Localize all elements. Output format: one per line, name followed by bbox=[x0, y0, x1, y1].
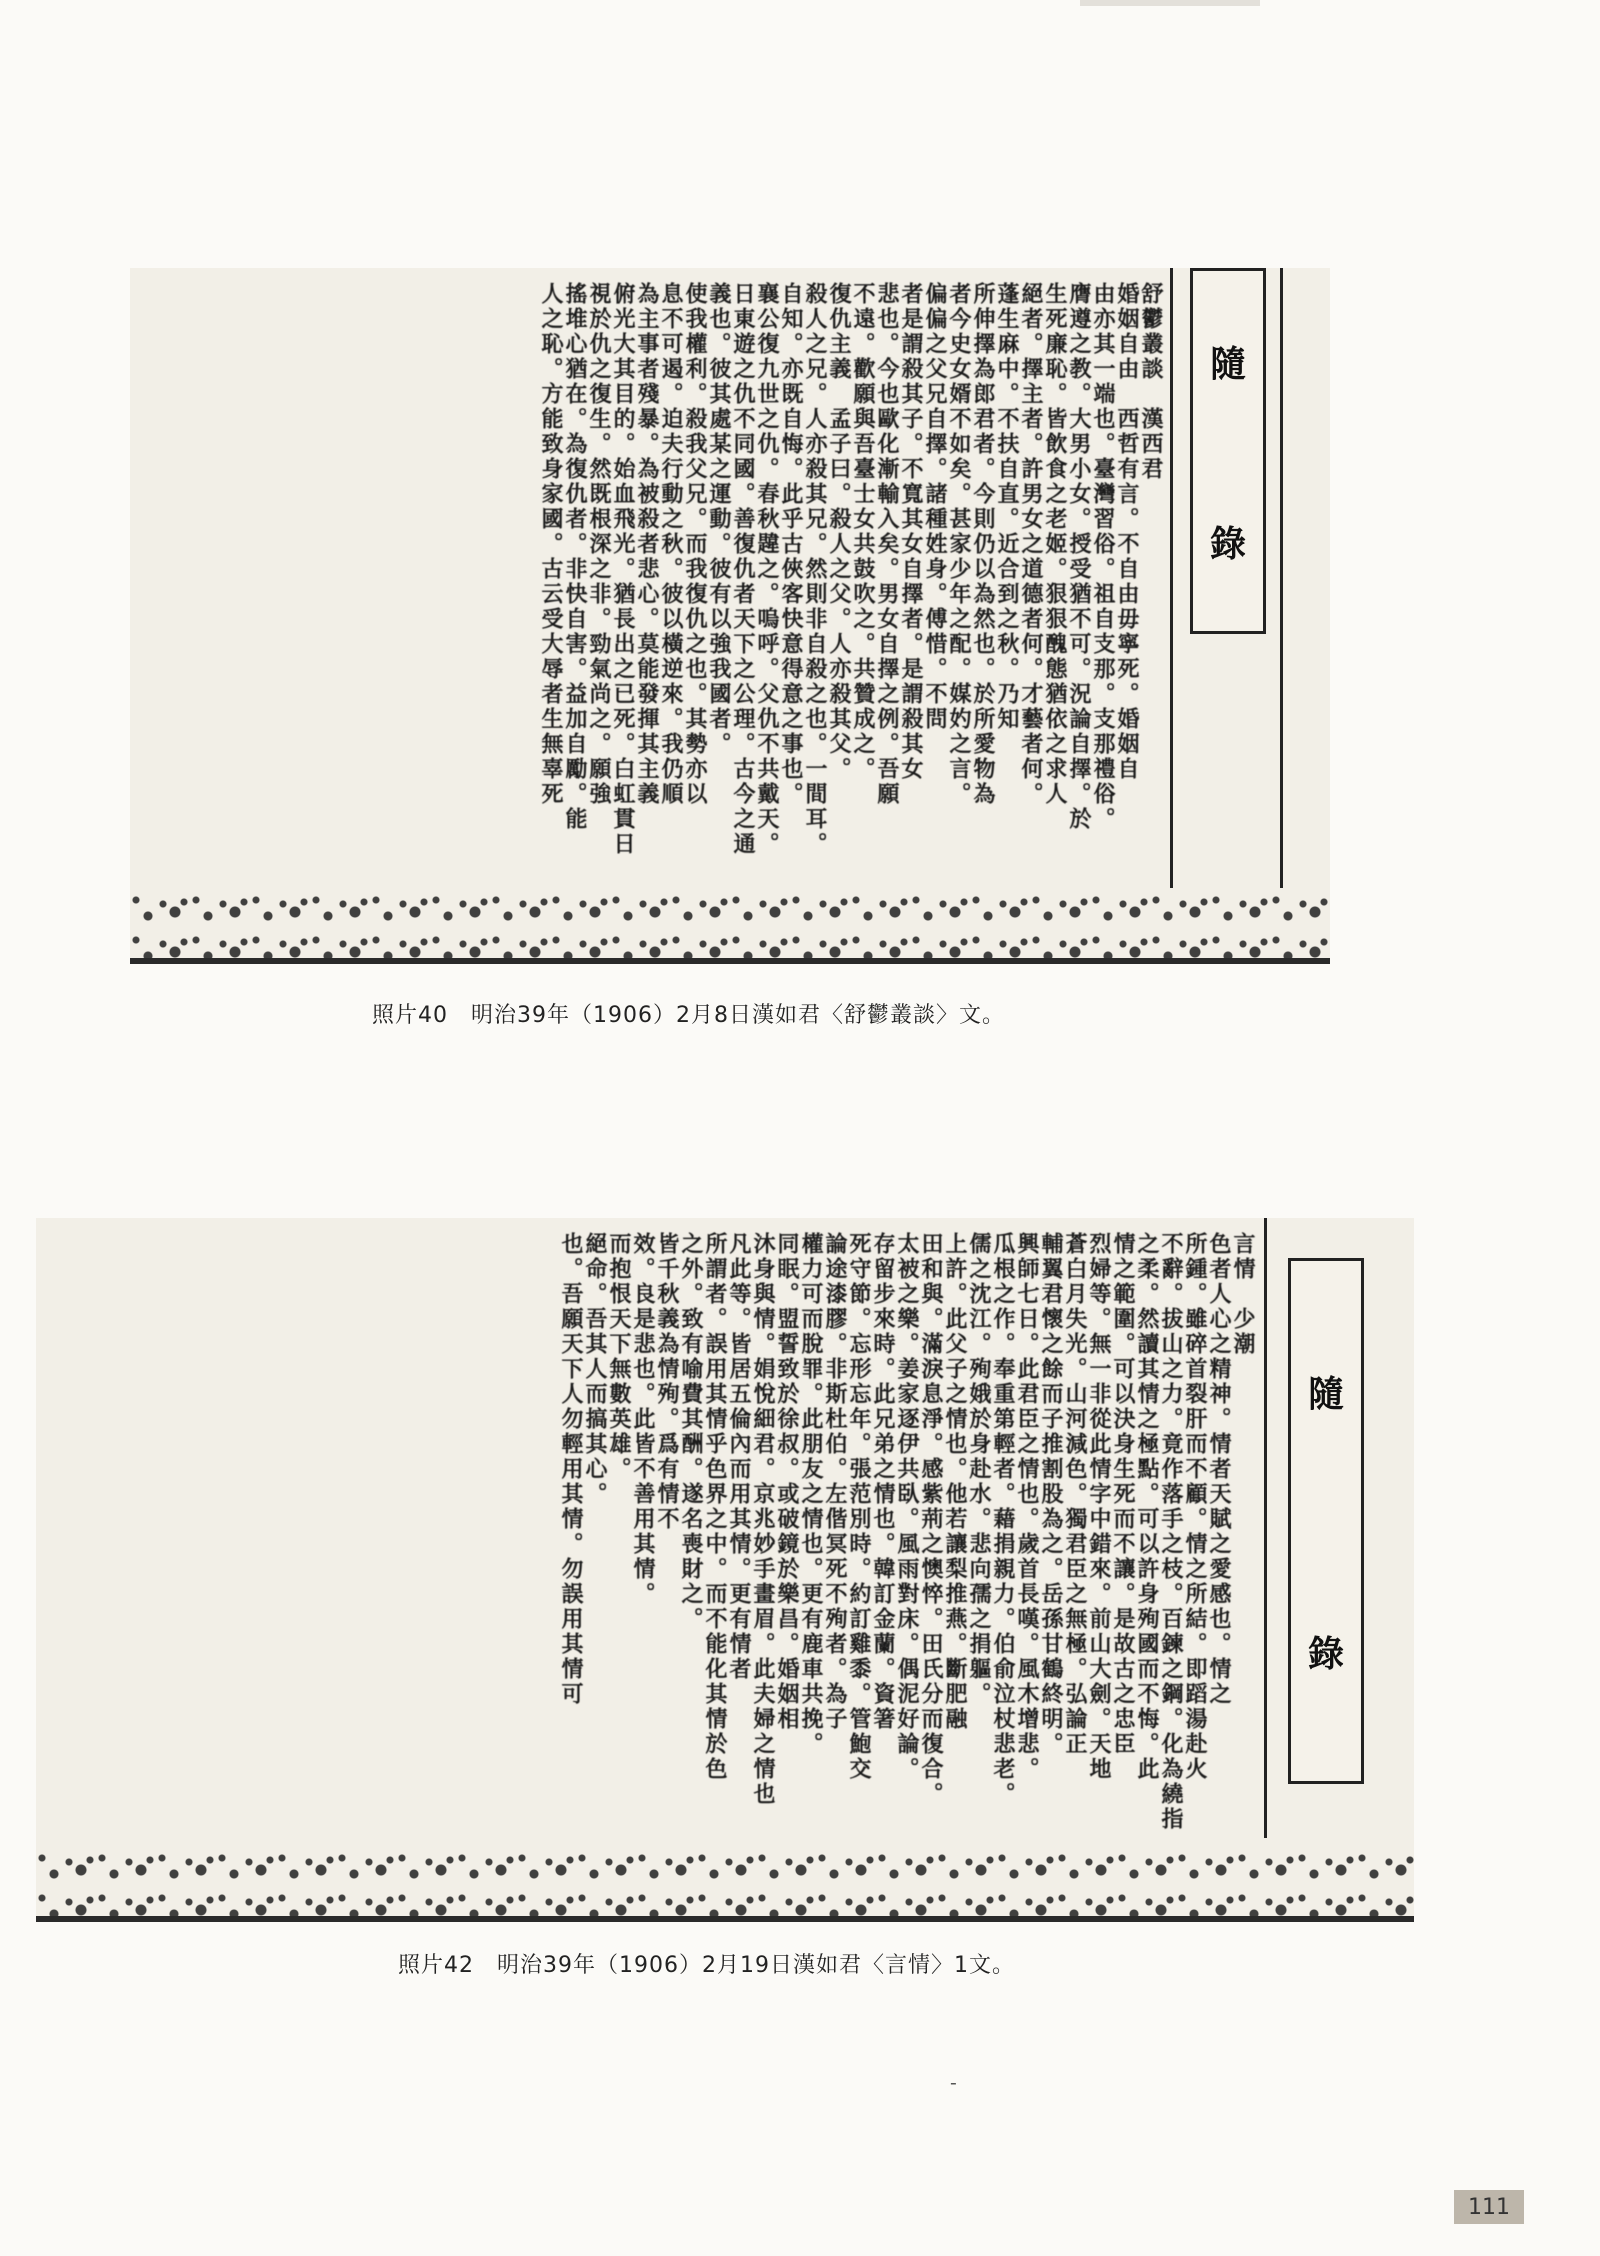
frame-line bbox=[1170, 268, 1173, 888]
newspaper-clipping-photo42 bbox=[36, 1218, 1414, 1922]
text-column: 田和與。滿淚息淨。感紫荊之懊悴。田氏分而復合。 bbox=[918, 1232, 944, 1807]
text-column: 日東遊之仇不同國。善復仇者天下之公理。古今之通 bbox=[730, 282, 756, 857]
frame-line-right bbox=[1280, 268, 1283, 888]
text-column: 皆千秋義為情殉。爲有情不 bbox=[654, 1232, 680, 1532]
section-label: 隨 bbox=[1307, 1372, 1344, 1415]
section-label-2: 錄 bbox=[1307, 1632, 1344, 1675]
text-column: 言情 少潮 bbox=[1230, 1232, 1256, 1357]
scan-speck: - bbox=[950, 2070, 957, 2094]
text-column: 自知。亦既自悔。此乎古俠客快意得意之事也。 bbox=[778, 282, 804, 807]
text-column: 悲也。今也歐化漸輸入矣。男女自擇之例。吾願 bbox=[874, 282, 900, 807]
top-edge-mark bbox=[1080, 0, 1260, 6]
text-column: 權力可而脫罪。此朋友之情也。更有鹿車共挽。 bbox=[798, 1232, 824, 1757]
text-columns bbox=[54, 1232, 1254, 1846]
frame-line bbox=[1264, 1218, 1267, 1838]
text-column: 息不可遏。迫夫行動之秋。彼以橫逆來。我仍順 bbox=[658, 282, 684, 807]
text-column: 論途漆膠。非斯杜伯。左偕冥死不殉者。為子 bbox=[822, 1232, 848, 1732]
section-label: 隨 bbox=[1209, 342, 1246, 385]
text-column: 所謂者。誤用其情乎色界之中。而不能化其情於色 bbox=[702, 1232, 728, 1782]
text-column: 色者人心之精神。情者天賦之愛感也。情之 bbox=[1206, 1232, 1232, 1707]
text-column: 膺遵之教。大男小女。授受猶不可。況論自擇。於 bbox=[1066, 282, 1092, 832]
text-column: 存留步來時。此兄弟之情也。韓訂金蘭。資箸 bbox=[870, 1232, 896, 1732]
text-column: 絕者。擇主者。許男女之道德者何。才藝者何。 bbox=[1018, 282, 1044, 807]
text-column: 也。吾願天下人勿輕用其情。勿誤用其情可 bbox=[558, 1232, 584, 1707]
text-column: 之柔。然讀其情之極點。可以許身殉國而不悔。此 bbox=[1134, 1232, 1160, 1782]
text-column: 舒鬱叢談 漢西君 bbox=[1138, 282, 1164, 482]
text-column: 儒之沈江。殉娥於身赴水。悲向孺之捐軀。 bbox=[966, 1232, 992, 1707]
text-column: 蓬生麻中。不扶自直。近合到之秋。乃知 bbox=[994, 282, 1020, 732]
text-column: 婚姻自由 西哲有言。不自由毋寧死。婚姻自 bbox=[1114, 282, 1140, 782]
text-column: 烈婦等。無一非從此情字中錯來。前山大劍。天地 bbox=[1086, 1232, 1112, 1782]
section-label-2: 錄 bbox=[1209, 522, 1246, 565]
print-noise bbox=[36, 1846, 1414, 1916]
text-column: 俯光大其目的。始血飛光。猶長出之已死。白虹貫日 bbox=[610, 282, 636, 857]
print-noise bbox=[130, 888, 1330, 958]
text-column: 不遠。歡願與吾臺士女共鼓吹之。共贊成之。 bbox=[850, 282, 876, 782]
text-column: 所鍾。雖碎首裂肝而不顧。情之所結。即蹈湯赴火 bbox=[1182, 1232, 1208, 1782]
text-column: 視於仇之復生。然既根深之非。勁氣尚之。願強 bbox=[586, 282, 612, 807]
text-column: 人之恥。方能致身家國。古云受大辱者生無辜死 bbox=[538, 282, 564, 807]
newspaper-clipping-photo40 bbox=[130, 268, 1330, 964]
text-column: 殺人之兄。人亦殺其兄。然則非自殺之也。一間耳。 bbox=[802, 282, 828, 857]
text-column: 瓜根之作。奉重第輕者。藉捐親力。伯俞泣杖悲老。 bbox=[990, 1232, 1016, 1807]
section-title-box bbox=[1190, 268, 1266, 634]
text-column: 由亦其一端也。臺灣習俗。祖自支那。支那禮俗。 bbox=[1090, 282, 1116, 832]
photo-caption-42: 照片42 明治39年（1906）2月19日漢如君〈言情〉1文。 bbox=[398, 1953, 1015, 1978]
text-column: 搖堆心猶在。為復仇者。非快自害。益加自勵。能 bbox=[562, 282, 588, 832]
text-column: 興師七日。此君臣之情也。歲首長嘆。風木增悲。 bbox=[1014, 1232, 1040, 1782]
text-column: 不辭。拔山之力。竟作落手之枝。百鍊之鋼。化為繞指 bbox=[1158, 1232, 1184, 1832]
text-column: 使我權利。殺我父兄。而我復仇之也。其勢亦以 bbox=[682, 282, 708, 807]
text-column: 凡此等。皆居五倫內而用其情。更有情者 bbox=[726, 1232, 752, 1682]
text-column: 太被之樂。姜家逐伊共臥。風雨對床。偶泥好論。 bbox=[894, 1232, 920, 1782]
text-column: 復仇主義 孟子曰。殺人之父。人亦殺其父。 bbox=[826, 282, 852, 782]
text-column: 沐身與情。娟悅細君。京兆妙手畫眉。此夫婦之情也 bbox=[750, 1232, 776, 1807]
text-column: 蒼白月失光。山河減色。獨君臣之無極。弘論正 bbox=[1062, 1232, 1088, 1757]
text-column: 上許。此父子之情也。他若讓梨推燕。斷肥融 bbox=[942, 1232, 968, 1732]
text-column: 所伸擇為郎君者。今則仍以為然也。於所愛物為 bbox=[970, 282, 996, 807]
photo-caption-40: 照片40 明治39年（1906）2月8日漢如君〈舒鬱叢談〉文。 bbox=[372, 1003, 1005, 1028]
text-column: 者今史女婿不如矣。甚家少年之配。媒妁之言。 bbox=[946, 282, 972, 807]
text-column: 而抱恨天下無數英雄。 bbox=[606, 1232, 632, 1482]
text-column: 效。良是悲也。此皆不善用其情。 bbox=[630, 1232, 656, 1607]
text-column: 輔翼君懷之餘而子推割股為之。岳孫甘鶴終明。 bbox=[1038, 1232, 1064, 1757]
section-title-box bbox=[1288, 1258, 1364, 1784]
text-column: 情之範圍。可以決身生死而不讓。是故古之忠臣 bbox=[1110, 1232, 1136, 1757]
page-number: 111 bbox=[1454, 2190, 1524, 2224]
text-column: 偏偏之父兄自擇。諸種姓身。傅惜。不問 bbox=[922, 282, 948, 732]
text-column: 為主事者殘暴。為被殺者悲心。莫能發揮其主義 bbox=[634, 282, 660, 807]
text-column: 同眠。盟誓致於徐叔。或破鏡於樂昌。婚姻相 bbox=[774, 1232, 800, 1732]
text-column: 絕命。吾其人而搞其心。 bbox=[582, 1232, 608, 1507]
text-column: 生死廉恥。皆飲食之老姬。狠狠醜態猶依之求人 bbox=[1042, 282, 1068, 807]
text-column: 義也。彼其處某之運動。彼有以強我國者。 bbox=[706, 282, 732, 757]
text-column: 死守節。忘形忘年。張范別時。約訂雞黍。管鮑交 bbox=[846, 1232, 872, 1782]
text-column: 襄公復九世之仇。春秋韙之。嗚呼。父仇不共戴天。 bbox=[754, 282, 780, 857]
text-columns bbox=[142, 282, 1162, 888]
text-column: 之外。致有喻費其酬。遂名喪財之。 bbox=[678, 1232, 704, 1632]
text-column: 者是謂殺其子。不寬其女自擇者。是謂殺其女 bbox=[898, 282, 924, 782]
